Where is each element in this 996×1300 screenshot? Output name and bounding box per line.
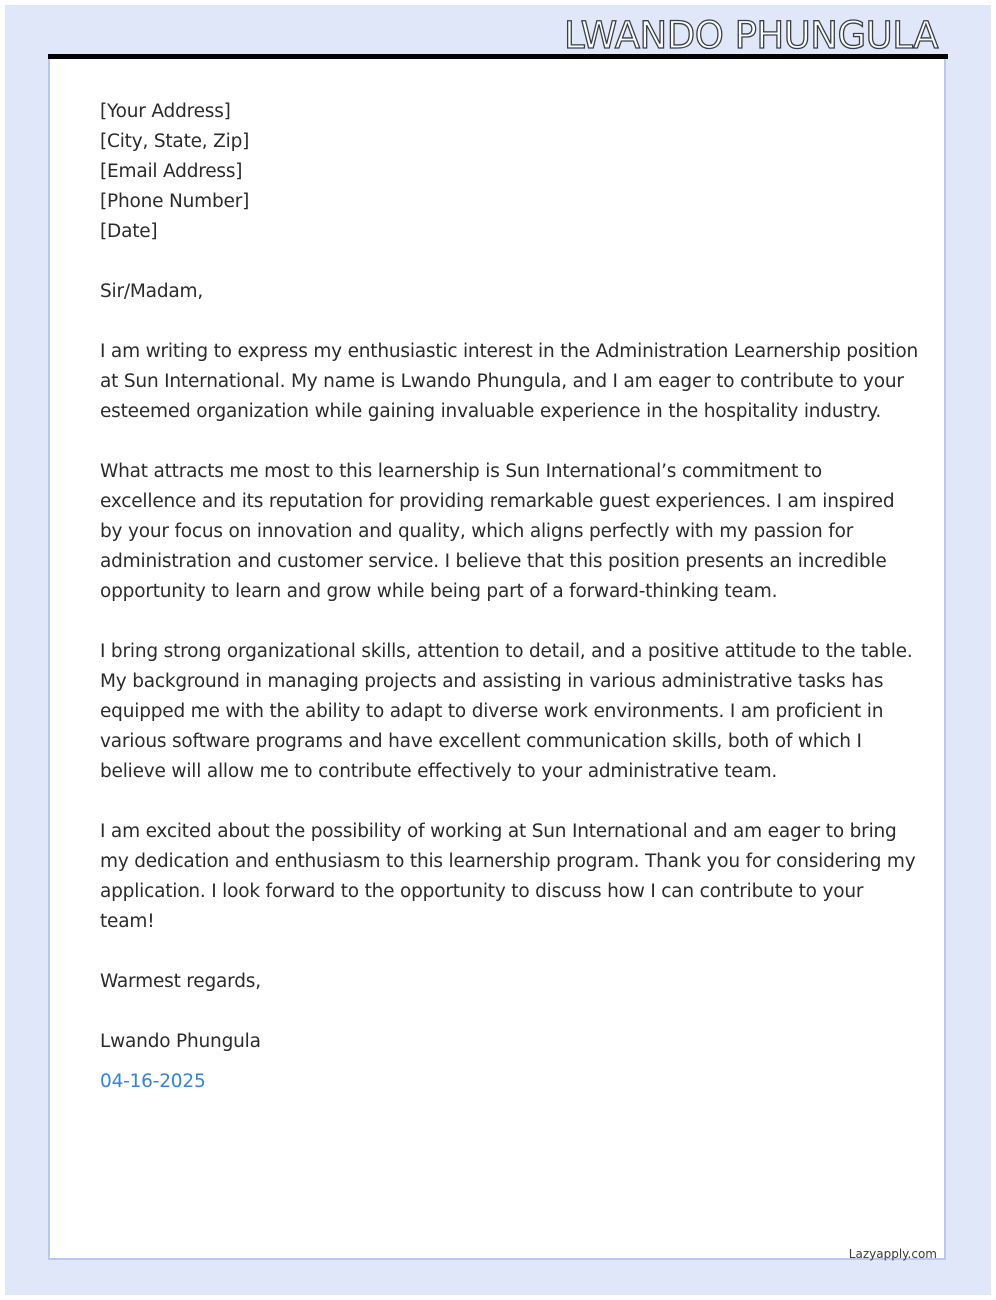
sender-city-state-zip: [City, State, Zip]	[100, 131, 250, 152]
paragraph-line: What attracts me most to this learnership is Sun International’s commitment to	[100, 461, 823, 482]
sender-email: [Email Address]	[100, 161, 243, 182]
paragraph-line: team!	[100, 911, 155, 932]
paragraph-line: my dedication and enthusiasm to this learnership program. Thank you for considering my	[100, 851, 916, 872]
signed-date: 04-16-2025	[100, 1071, 206, 1092]
sender-date: [Date]	[100, 221, 158, 242]
applicant-name-header: LWANDO PHUNGULA	[563, 14, 938, 57]
paragraph-line: various software programs and have excellent communication skills, both of which I	[100, 731, 862, 752]
paragraph-intro	[100, 337, 918, 427]
signature-block	[100, 1027, 900, 1097]
paragraph-line: I am excited about the possibility of working at Sun International and am eager to bring	[100, 821, 897, 842]
paragraph-motivation	[100, 457, 900, 607]
signature-name: Lwando Phungula	[100, 1031, 261, 1052]
sender-block	[100, 97, 900, 247]
closing: Warmest regards,	[100, 971, 261, 992]
paragraph-line: opportunity to learn and grow while being part of a forward-thinking team.	[100, 581, 778, 602]
paragraph-skills	[100, 637, 913, 787]
sender-address: [Your Address]	[100, 101, 231, 122]
sender-phone: [Phone Number]	[100, 191, 250, 212]
footer-brand: Lazyapply.com	[848, 1247, 937, 1261]
paragraph-line: My background in managing projects and assisting in various administrative tasks has	[100, 671, 884, 692]
salutation-block	[100, 277, 900, 307]
paragraph-line: I am writing to express my enthusiastic interest in the Administration Learnership position	[100, 341, 918, 362]
paragraph-line: application. I look forward to the opportunity to discuss how I can contribute to your	[100, 881, 864, 902]
paragraph-line: excellence and its reputation for providing remarkable guest experiences. I am inspired	[100, 491, 895, 512]
letter-body	[100, 97, 918, 1097]
paragraph-line: at Sun International. My name is Lwando Phungula, and I am eager to contribute to your	[100, 371, 904, 392]
paragraph-line: believe will allow me to contribute effectively to your administrative team.	[100, 761, 778, 782]
salutation: Sir/Madam,	[100, 281, 204, 302]
paragraph-line: esteemed organization while gaining invaluable experience in the hospitality industry.	[100, 401, 882, 422]
paragraph-line: administration and customer service. I believe that this position presents an incredible	[100, 551, 887, 572]
paragraph-closing	[100, 817, 916, 937]
paragraph-line: I bring strong organizational skills, attention to detail, and a positive attitude to the table.	[100, 641, 913, 662]
closing-block	[100, 967, 900, 997]
paragraph-line: by your focus on innovation and quality, which aligns perfectly with my passion for	[100, 521, 854, 542]
paragraph-line: equipped me with the ability to adapt to diverse work environments. I am proficient in	[100, 701, 884, 722]
